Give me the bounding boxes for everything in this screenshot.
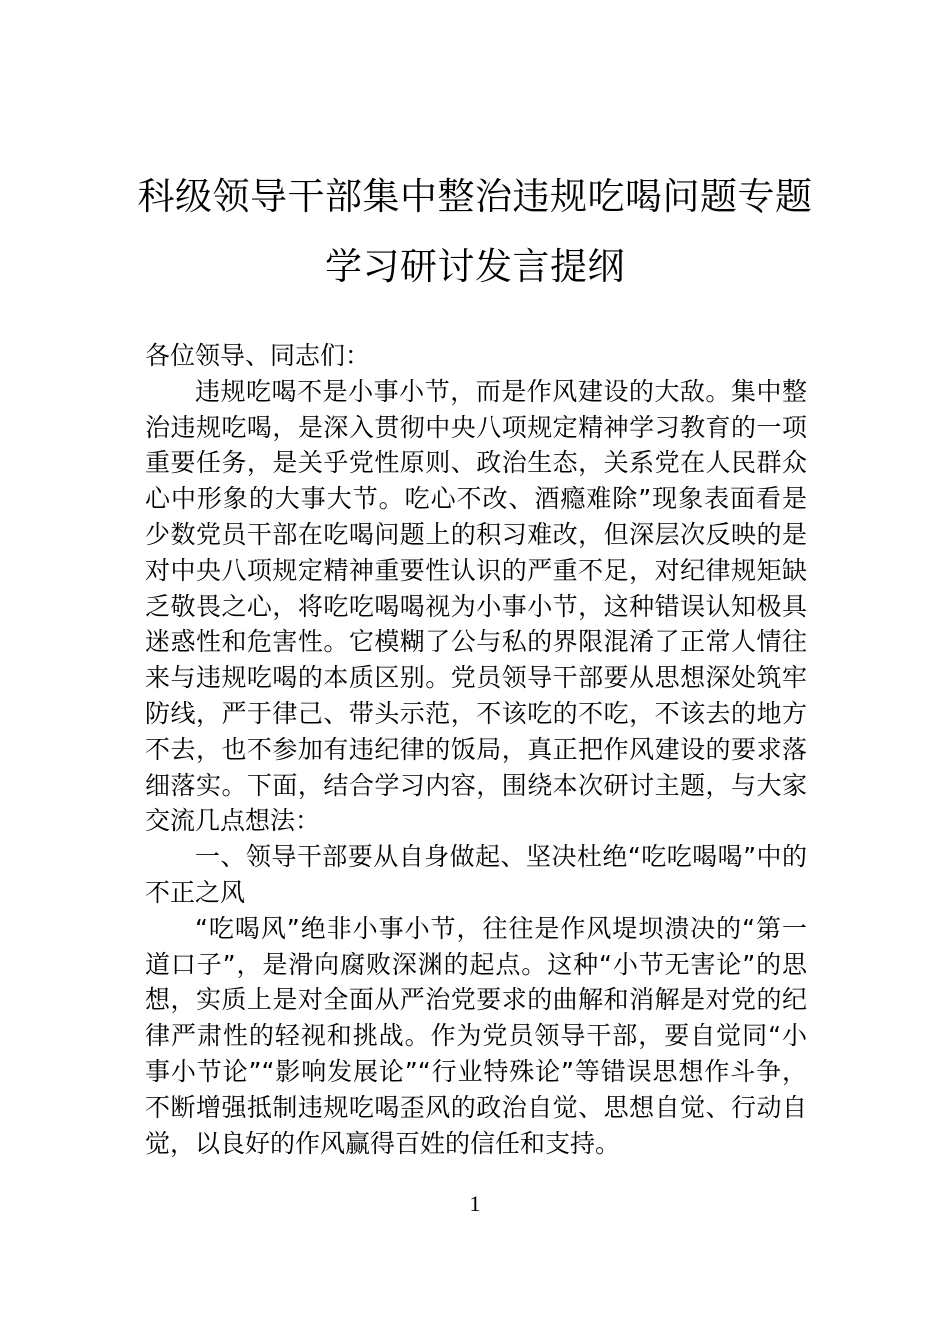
page-number: 1 [469,1191,481,1216]
document-title-line-1: 科级领导干部集中整治违规吃喝问题专题 [137,175,813,218]
document-body [145,338,807,1161]
paragraph-section-1: “吃喝风”绝非小事小节，往往是作风堤坝溃决的“第一道口子”，是滑向腐败深渊的起点。这种“小节无害论”的思想，实质上是对全面从严治党要求的曲解和消解是对党的纪律严肃性的轻视和挑战。作为党员领导干部，要自觉同“小事小节论”“影响发展论”“行业特殊论”等错误思想作斗争，不断增强抵制违规吃喝歪风的政治自觉、思想自觉、行动自觉，以良好的作风赢得百姓的信任和支持。 [145,913,807,1158]
document-title-line-2: 学习研讨发言提纲 [325,245,625,288]
salutation: 各位领导、同志们： [145,341,371,370]
paragraph-intro: 违规吃喝不是小事小节，而是作风建设的大敌。集中整治违规吃喝，是深入贯彻中央八项规定精神学习教育的一项重要任务，是关乎党性原则、政治生态，关系党在人民群众心中形象的大事大节。吃心不改、酒瘾难除”现象表面看是少数党员干部在吃喝问题上的积习难改，但深层次反映的是对中央八项规定精神重要性认识的严重不足，对纪律规矩缺乏敬畏之心，将吃吃喝喝视为小事小节，这种错误认知极具迷惑性和危害性。它模糊了公与私的界限混淆了正常人情往来与违规吃喝的本质区别。党员领导干部要从思想深处筑牢防线，严于律己、带头示范，不该吃的不吃，不该去的地方不去，也不参加有违纪律的饭局，真正把作风建设的要求落细落实。下面，结合学习内容，围绕本次研讨主题，与大家交流几点想法： [145,376,807,836]
section-heading-1: 一、领导干部要从自身做起、坚决杜绝“吃吃喝喝”中的不正之风 [145,842,807,907]
